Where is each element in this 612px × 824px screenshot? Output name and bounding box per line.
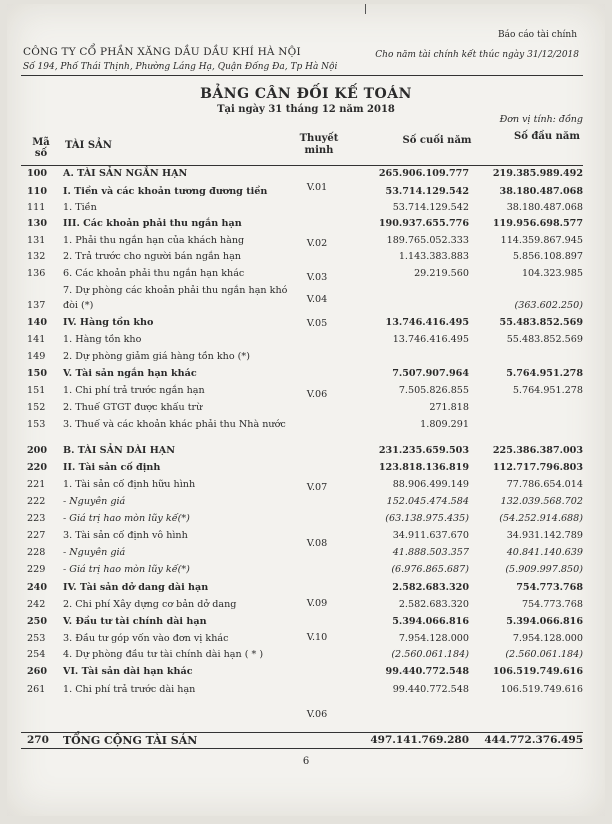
row-label: 4. Dự phòng đầu tư tài chính dài hạn ( * ): [63, 649, 264, 660]
row-beginning-of-year: 112.717.796.803: [492, 462, 583, 473]
row-beginning-of-year: 106.519.749.616: [492, 666, 583, 677]
report-type: Báo cáo tài chính: [498, 30, 577, 40]
table-row: [7, 202, 605, 218]
row-end-of-year: 2.582.683.320: [392, 582, 469, 593]
row-beginning-of-year: (363.602.250): [514, 300, 583, 311]
row-beginning-of-year: 5.764.951.278: [506, 368, 583, 379]
row-label: IV. Tài sản dở dang dài hạn: [63, 582, 209, 593]
table-row: [7, 547, 605, 563]
row-code: 153: [27, 419, 46, 430]
row-end-of-year: 271.818: [429, 402, 469, 413]
fiscal-period: Cho năm tài chính kết thúc ngày 31/12/2018: [375, 50, 579, 60]
row-code: 200: [27, 445, 48, 456]
column-header-beginning-of-year: Số đầu năm: [514, 131, 580, 142]
row-end-of-year: 13.746.416.495: [392, 334, 469, 345]
table-row: [7, 649, 605, 665]
row-label: 7. Dự phòng các khoản phải thu ngắn hạn khó: [63, 285, 288, 296]
row-code: 100: [27, 168, 48, 179]
row-beginning-of-year: 5.764.951.278: [512, 385, 583, 396]
row-code: 229: [27, 564, 46, 575]
row-code: 221: [27, 479, 46, 490]
row-label: 1. Chi phí trả trước dài hạn: [63, 684, 196, 695]
row-code: 222: [27, 496, 46, 507]
row-end-of-year: 7.507.907.964: [392, 368, 469, 379]
row-label: đòi (*): [63, 300, 94, 311]
column-header-asset: TÀI SẢN: [65, 140, 112, 151]
row-code: 137: [27, 300, 46, 311]
table-row: [7, 351, 605, 367]
note-reference: V.10: [306, 632, 328, 643]
table-row: [7, 462, 605, 478]
row-beginning-of-year: 106.519.749.616: [500, 684, 583, 695]
row-end-of-year: 88.906.499.149: [392, 479, 469, 490]
row-beginning-of-year: 754.773.768: [516, 582, 583, 593]
row-code: 261: [27, 684, 46, 695]
note-reference: V.06: [306, 389, 328, 400]
row-end-of-year: 123.818.136.819: [378, 462, 469, 473]
row-code: 131: [27, 235, 46, 246]
currency-unit: Đơn vị tính: đồng: [499, 114, 583, 125]
row-end-of-year: 190.937.655.776: [378, 218, 469, 229]
row-end-of-year: 41.888.503.357: [392, 547, 469, 558]
table-header: [7, 129, 605, 163]
row-code: 242: [27, 599, 46, 610]
row-beginning-of-year: 77.786.654.014: [506, 479, 583, 490]
row-label: 6. Các khoản phải thu ngắn hạn khác: [63, 268, 245, 279]
table-row: [7, 368, 605, 384]
row-beginning-of-year: 5.394.066.816: [506, 616, 583, 627]
row-label: 1. Hàng tồn kho: [63, 334, 142, 345]
row-label: 3. Thuế và các khoản khác phải thu Nhà nước: [63, 419, 286, 430]
row-label: III. Các khoản phải thu ngắn hạn: [63, 218, 242, 229]
row-code: 140: [27, 317, 48, 328]
note-reference: V.09: [306, 598, 328, 609]
row-code: 151: [27, 385, 46, 396]
row-code: 220: [27, 462, 48, 473]
row-end-of-year: (63.138.975.435): [385, 513, 469, 524]
table-row: [7, 251, 605, 267]
table-row: [7, 419, 605, 435]
row-end-of-year: 29.219.560: [414, 268, 469, 279]
row-code: 149: [27, 351, 46, 362]
edge-mark: [365, 4, 366, 14]
row-end-of-year: 53.714.129.542: [392, 202, 469, 213]
row-end-of-year: 2.582.683.320: [398, 599, 469, 610]
row-beginning-of-year: 34.931.142.789: [506, 530, 583, 541]
table-row: [7, 513, 605, 529]
row-end-of-year: 53.714.129.542: [385, 186, 469, 197]
row-code: 110: [27, 186, 48, 197]
row-code: 136: [27, 268, 46, 279]
row-label: V. Đầu tư tài chính dài hạn: [63, 616, 207, 627]
table-row: [7, 334, 605, 350]
table-row: [7, 616, 605, 632]
row-label: II. Tài sản cố định: [63, 462, 161, 473]
row-label: 2. Chi phí Xây dựng cơ bản dở dang: [63, 599, 237, 610]
row-beginning-of-year: (2.560.061.184): [505, 649, 583, 660]
total-divider-bottom: [21, 748, 583, 749]
row-label: IV. Hàng tồn kho: [63, 317, 154, 328]
row-label: 2. Thuế GTGT được khấu trừ: [63, 402, 203, 413]
header-divider: [21, 75, 583, 76]
row-label: V. Tài sản ngắn hạn khác: [63, 368, 197, 379]
row-end-of-year: 189.765.052.333: [386, 235, 469, 246]
row-beginning-of-year: 444.772.376.495: [484, 734, 583, 746]
row-end-of-year: 265.906.109.777: [378, 168, 469, 179]
row-beginning-of-year: 5.856.108.897: [512, 251, 583, 262]
note-reference: V.08: [306, 538, 328, 549]
row-code: 270: [27, 734, 49, 746]
row-code: 260: [27, 666, 48, 677]
note-reference: V.04: [306, 294, 328, 305]
row-code: 150: [27, 368, 48, 379]
row-code: 141: [27, 334, 46, 345]
document-date: Tại ngày 31 tháng 12 năm 2018: [217, 104, 395, 115]
row-label: - Nguyên giá: [63, 547, 126, 558]
note-reference: V.02: [306, 238, 328, 249]
row-end-of-year: 5.394.066.816: [392, 616, 469, 627]
row-label: - Nguyên giá: [63, 496, 126, 507]
table-row: [7, 218, 605, 234]
note-reference: V.06: [306, 709, 328, 720]
row-code: 130: [27, 218, 48, 229]
row-code: 240: [27, 582, 48, 593]
row-label: 1. Chi phí trả trước ngắn hạn: [63, 385, 205, 396]
row-end-of-year: 99.440.772.548: [392, 684, 469, 695]
row-label: I. Tiền và các khoản tương đương tiền: [63, 186, 268, 197]
note-reference: V.01: [306, 182, 328, 193]
row-beginning-of-year: 119.956.698.577: [492, 218, 583, 229]
note-reference: V.03: [306, 272, 328, 283]
row-end-of-year: 7.505.826.855: [398, 385, 469, 396]
row-end-of-year: 1.809.291: [420, 419, 469, 430]
row-code: 111: [27, 202, 46, 213]
row-end-of-year: 231.235.659.503: [378, 445, 469, 456]
row-beginning-of-year: 7.954.128.000: [512, 633, 583, 644]
row-beginning-of-year: 104.323.985: [521, 268, 583, 279]
row-code: 152: [27, 402, 46, 413]
table-header-divider: [21, 165, 583, 166]
row-end-of-year: 13.746.416.495: [385, 317, 469, 328]
row-end-of-year: 99.440.772.548: [385, 666, 469, 677]
row-label: A. TÀI SẢN NGẮN HẠN: [63, 168, 188, 179]
row-code: 223: [27, 513, 46, 524]
table-row: [7, 666, 605, 682]
row-end-of-year: 1.143.383.883: [398, 251, 469, 262]
row-beginning-of-year: 754.773.768: [521, 599, 583, 610]
total-divider-top: [21, 732, 583, 733]
row-end-of-year: 34.911.637.670: [392, 530, 469, 541]
row-label: 1. Phải thu ngắn hạn của khách hàng: [63, 235, 245, 246]
row-beginning-of-year: (54.252.914.688): [499, 513, 583, 524]
row-label: 1. Tiền: [63, 202, 97, 213]
row-end-of-year: 7.954.128.000: [398, 633, 469, 644]
row-label: 2. Dự phòng giảm giá hàng tồn kho (*): [63, 351, 250, 362]
row-beginning-of-year: 38.180.487.068: [506, 202, 583, 213]
row-label: 3. Đầu tư góp vốn vào đơn vị khác: [63, 633, 229, 644]
row-beginning-of-year: 114.359.867.945: [500, 235, 583, 246]
document-page: [7, 4, 605, 816]
row-beginning-of-year: 55.483.852.569: [506, 334, 583, 345]
row-beginning-of-year: 219.385.989.492: [492, 168, 583, 179]
table-row: [7, 496, 605, 512]
row-label: 2. Trả trước cho người bán ngắn hạn: [63, 251, 241, 262]
row-code: 254: [27, 649, 46, 660]
row-end-of-year: (6.976.865.687): [391, 564, 469, 575]
column-header-note: Thuyết minh: [299, 133, 339, 156]
row-beginning-of-year: 55.483.852.569: [499, 317, 583, 328]
row-label: 3. Tài sản cố định vô hình: [63, 530, 188, 541]
column-header-code: Mã số: [32, 137, 50, 159]
note-reference: V.07: [306, 482, 328, 493]
row-code: 250: [27, 616, 48, 627]
table-row: [7, 564, 605, 580]
row-label: TỔNG CỘNG TÀI SẢN: [63, 734, 198, 747]
row-code: 228: [27, 547, 46, 558]
row-beginning-of-year: 132.039.568.702: [500, 496, 583, 507]
table-row: [7, 445, 605, 461]
row-code: 132: [27, 251, 46, 262]
row-label: - Giá trị hao mòn lũy kế(*): [63, 564, 190, 575]
document-title: BẢNG CÂN ĐỐI KẾ TOÁN: [200, 86, 412, 102]
table-row: [7, 402, 605, 418]
row-end-of-year: 152.045.474.584: [386, 496, 469, 507]
row-beginning-of-year: 225.386.387.003: [492, 445, 583, 456]
row-code: 253: [27, 633, 46, 644]
row-end-of-year: (2.560.061.184): [391, 649, 469, 660]
row-label: B. TÀI SẢN DÀI HẠN: [63, 445, 176, 456]
row-label: - Giá trị hao mòn lũy kế(*): [63, 513, 190, 524]
company-name: CÔNG TY CỔ PHẦN XĂNG DẦU DẦU KHÍ HÀ NỘI: [23, 46, 301, 58]
table-row: [7, 582, 605, 598]
note-reference: V.05: [306, 318, 328, 329]
row-beginning-of-year: 38.180.487.068: [499, 186, 583, 197]
page-number: 6: [302, 756, 310, 767]
company-address: Số 194, Phố Thái Thịnh, Phường Láng Hạ, Quận Đống Đa, Tp Hà Nội: [23, 62, 338, 72]
row-label: VI. Tài sản dài hạn khác: [63, 666, 193, 677]
row-end-of-year: 497.141.769.280: [370, 734, 469, 746]
table-row: [7, 684, 605, 700]
row-beginning-of-year: (5.909.997.850): [505, 564, 583, 575]
row-beginning-of-year: 40.841.140.639: [506, 547, 583, 558]
row-label: 1. Tài sản cố định hữu hình: [63, 479, 196, 490]
row-code: 227: [27, 530, 46, 541]
column-header-end-of-year: Số cuối năm: [402, 135, 472, 146]
